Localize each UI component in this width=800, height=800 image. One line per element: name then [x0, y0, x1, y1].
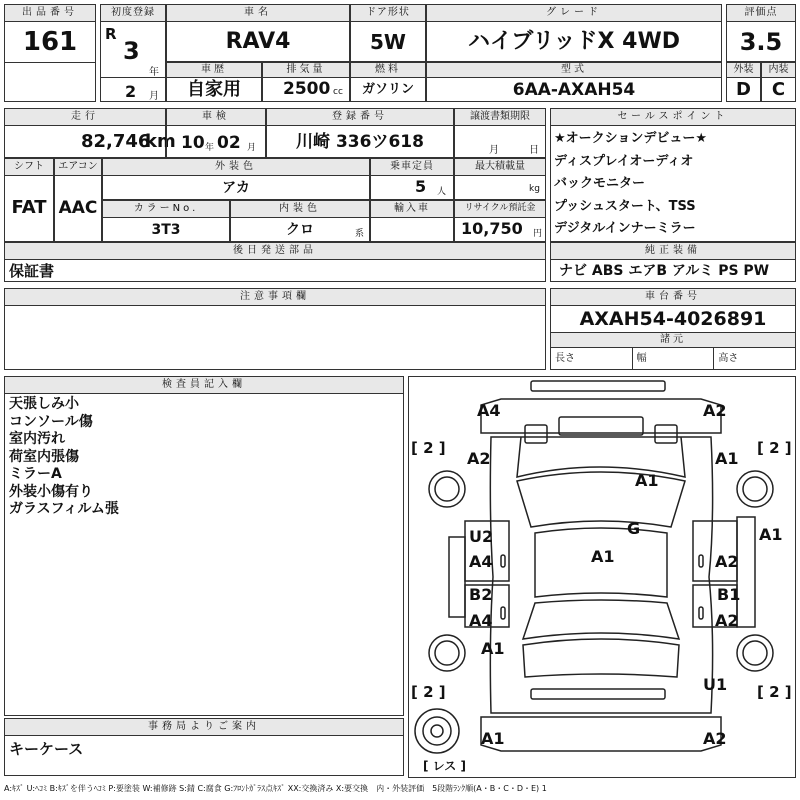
- ac-label: エアコン: [55, 159, 101, 176]
- displacement: 2500: [283, 79, 331, 99]
- mileage-box: [4, 108, 176, 158]
- grade-box: [426, 4, 722, 62]
- interior-color: クロ: [286, 222, 314, 238]
- list-item: コンソール傷: [9, 413, 93, 430]
- tire-label-rl: [ 2 ]: [411, 683, 446, 701]
- model-box: [426, 62, 722, 102]
- list-item: ミラーA: [9, 466, 62, 482]
- damage-mark: A2: [703, 401, 727, 420]
- color-no: 3T3: [151, 222, 181, 238]
- import-box: [370, 200, 454, 242]
- list-item: デジタルインナーミラー: [554, 221, 696, 236]
- int-box: [761, 62, 796, 102]
- notes-box: [4, 288, 546, 370]
- damage-mark: A1: [635, 471, 659, 490]
- plate-box: [266, 108, 454, 158]
- damage-mark: A4: [477, 401, 501, 420]
- chassis-label: 車台番号: [551, 289, 795, 306]
- legend: A:ｷｽﾞ U:ﾍｺﾐ B:ｷｽﾞを伴うﾍｺﾐ P:要塗装 W:補修跡 S:錆 C:腐食 G:ﾌﾛﾝﾄｶﾞﾗｽ点ｷｽﾞ XX:交換済み X:要交換 内・外装評価 5段階ﾗﾝｸ順(A・B・C・D・E) 1: [4, 784, 547, 793]
- car-name: RAV4: [225, 29, 291, 54]
- door-type: 5W: [370, 30, 406, 54]
- notes-label: 注意事項欄: [5, 289, 545, 306]
- transfer-day: 日: [529, 145, 539, 156]
- ac-box: [54, 158, 102, 242]
- list-item: ディスプレイオーディオ: [554, 153, 694, 169]
- damage-mark: U1: [703, 675, 728, 694]
- color-box: [102, 158, 370, 200]
- capacity-label: 乗車定員: [371, 159, 453, 176]
- int-label: 内装: [762, 63, 795, 78]
- capacity-box: [370, 158, 454, 200]
- score: 3.5: [739, 28, 783, 56]
- damage-mark: A2: [703, 729, 727, 748]
- insp-year: 10: [181, 133, 205, 153]
- ext-box: [726, 62, 761, 102]
- damage-mark: A4: [469, 611, 493, 630]
- list-item: 荷室内張傷: [9, 448, 79, 465]
- length-label: 長さ: [551, 348, 633, 370]
- spare-label: [ レス ]: [423, 759, 466, 773]
- displacement-label: 排気量: [263, 63, 349, 78]
- list-item: ガラスフィルム張: [9, 501, 119, 517]
- car-diagram: [408, 376, 796, 778]
- shift-box: [4, 158, 54, 242]
- color-no-box: [102, 200, 230, 242]
- fuel: ガソリン: [361, 82, 414, 97]
- lot-number: 161: [22, 27, 78, 57]
- damage-mark: A1: [481, 639, 505, 658]
- plate-label: 登録番号: [267, 109, 453, 126]
- list-item: プッシュスタート、TSS: [554, 198, 696, 214]
- inspector-list: [5, 394, 403, 521]
- history-label: 車歴: [167, 63, 261, 78]
- recycle-label: リサイクル預託金: [455, 201, 545, 218]
- chassis-box: [550, 288, 796, 370]
- damage-mark: G: [627, 519, 641, 538]
- lot-box: [4, 4, 96, 102]
- chassis-number: AXAH54-4026891: [579, 308, 767, 330]
- transfer-month: 月: [489, 145, 499, 156]
- recycle-unit: 円: [533, 229, 543, 239]
- displacement-box: [262, 62, 350, 102]
- sales-points-label: セールスポイント: [551, 109, 795, 126]
- damage-mark: A1: [759, 525, 783, 544]
- damage-mark: A2: [715, 552, 739, 571]
- reg-month: 2: [125, 82, 137, 101]
- capacity: 5: [415, 177, 427, 196]
- lot-label: 出品番号: [5, 5, 95, 22]
- interior-unit: 系: [355, 229, 365, 239]
- damage-mark: B2: [469, 585, 493, 604]
- list-item: 室内汚れ: [9, 431, 65, 447]
- transfer-label: 譲渡書類期限: [455, 109, 545, 126]
- mileage: 82,746: [81, 131, 151, 152]
- sales-points-box: [550, 108, 796, 242]
- grade-label: グレード: [427, 5, 721, 22]
- mileage-unit: km: [145, 131, 176, 152]
- load-unit: kg: [529, 184, 540, 194]
- era: R: [105, 25, 117, 43]
- interior-color-label: 内装色: [231, 201, 369, 218]
- recycle-amount: 10,750: [461, 219, 523, 238]
- name-label: 車名: [167, 5, 349, 22]
- inspector-box: [4, 376, 404, 716]
- transfer-box: [454, 108, 546, 158]
- first-reg-box: [100, 4, 166, 102]
- later-parts-label: 後日発送部品: [5, 243, 545, 260]
- score-box: [726, 4, 796, 62]
- later-parts: 保証書: [9, 262, 55, 280]
- month-unit: 月: [149, 91, 159, 102]
- ext-score: D: [736, 79, 751, 100]
- list-item: 天張しみ小: [9, 396, 79, 412]
- plate: 川崎 336ツ618: [296, 132, 424, 152]
- load-label: 最大積載量: [455, 159, 545, 176]
- door-label: ドア形状: [351, 5, 425, 22]
- tire-label-fl: [ 2 ]: [411, 439, 446, 457]
- color-no-label: カラーNo.: [103, 201, 229, 218]
- height-label: 高さ: [718, 353, 739, 364]
- tire-label-rr: [ 2 ]: [757, 683, 792, 701]
- tire-label-fr: [ 2 ]: [757, 439, 792, 457]
- history: 自家用: [187, 79, 241, 100]
- insp-year-unit: 年: [205, 143, 215, 153]
- int-score: C: [771, 79, 786, 100]
- year-unit: 年: [149, 67, 159, 78]
- office-info: キーケース: [9, 740, 84, 758]
- first-reg-label: 初度登録: [101, 5, 165, 22]
- shift: FAT: [11, 197, 47, 218]
- damage-mark: A2: [715, 611, 739, 630]
- insp-month: 02: [217, 133, 241, 153]
- door-box: [350, 4, 426, 62]
- score-label: 評価点: [727, 5, 795, 22]
- list-item: バックモニター: [554, 176, 646, 191]
- sales-points-list: [551, 126, 795, 243]
- load-box: [454, 158, 546, 200]
- reg-year: 3: [123, 37, 140, 65]
- dims-label: 諸元: [551, 332, 795, 348]
- fuel-label: 燃料: [351, 63, 425, 78]
- fuel-box: [350, 62, 426, 102]
- width-label: 幅: [633, 348, 715, 370]
- equipment: ナビ ABS エアB アルミ PS PW: [559, 263, 770, 279]
- ext-label: 外装: [727, 63, 760, 78]
- history-box: [166, 62, 262, 102]
- mileage-label: 走行: [5, 109, 165, 126]
- import-label: 輸入車: [371, 201, 453, 218]
- damage-mark: A2: [467, 449, 491, 468]
- damage-mark: A1: [715, 449, 739, 468]
- interior-color-box: [230, 200, 370, 242]
- damage-mark: B1: [717, 585, 741, 604]
- color: アカ: [222, 180, 250, 196]
- list-item: 外装小傷有り: [9, 483, 93, 500]
- list-item: ★オークションデビュー★: [554, 131, 708, 146]
- recycle-box: [454, 200, 546, 242]
- shift-label: シフト: [5, 159, 53, 176]
- color-label: 外装色: [103, 159, 369, 176]
- displacement-unit: cc: [333, 87, 343, 97]
- office-label: 事務局よりご案内: [5, 719, 403, 736]
- model-label: 型式: [427, 63, 721, 78]
- equipment-label: 純正装備: [551, 243, 795, 260]
- damage-mark: U2: [469, 527, 494, 546]
- inspection-box: [166, 108, 266, 158]
- later-parts-box: [4, 242, 546, 282]
- car-outline: [409, 377, 795, 777]
- inspector-label: 検査員記入欄: [5, 377, 403, 394]
- office-box: [4, 718, 404, 776]
- damage-mark: A1: [481, 729, 505, 748]
- name-box: [166, 4, 350, 62]
- model: 6AA-AXAH54: [512, 80, 636, 100]
- capacity-unit: 人: [437, 187, 447, 197]
- inspection-label: 車検: [167, 109, 265, 126]
- damage-mark: A4: [469, 552, 493, 571]
- insp-month-unit: 月: [247, 143, 257, 153]
- ac: AAC: [58, 198, 98, 218]
- damage-mark: A1: [591, 547, 615, 566]
- equipment-box: [550, 242, 796, 282]
- grade: ハイブリッドX 4WD: [467, 29, 681, 54]
